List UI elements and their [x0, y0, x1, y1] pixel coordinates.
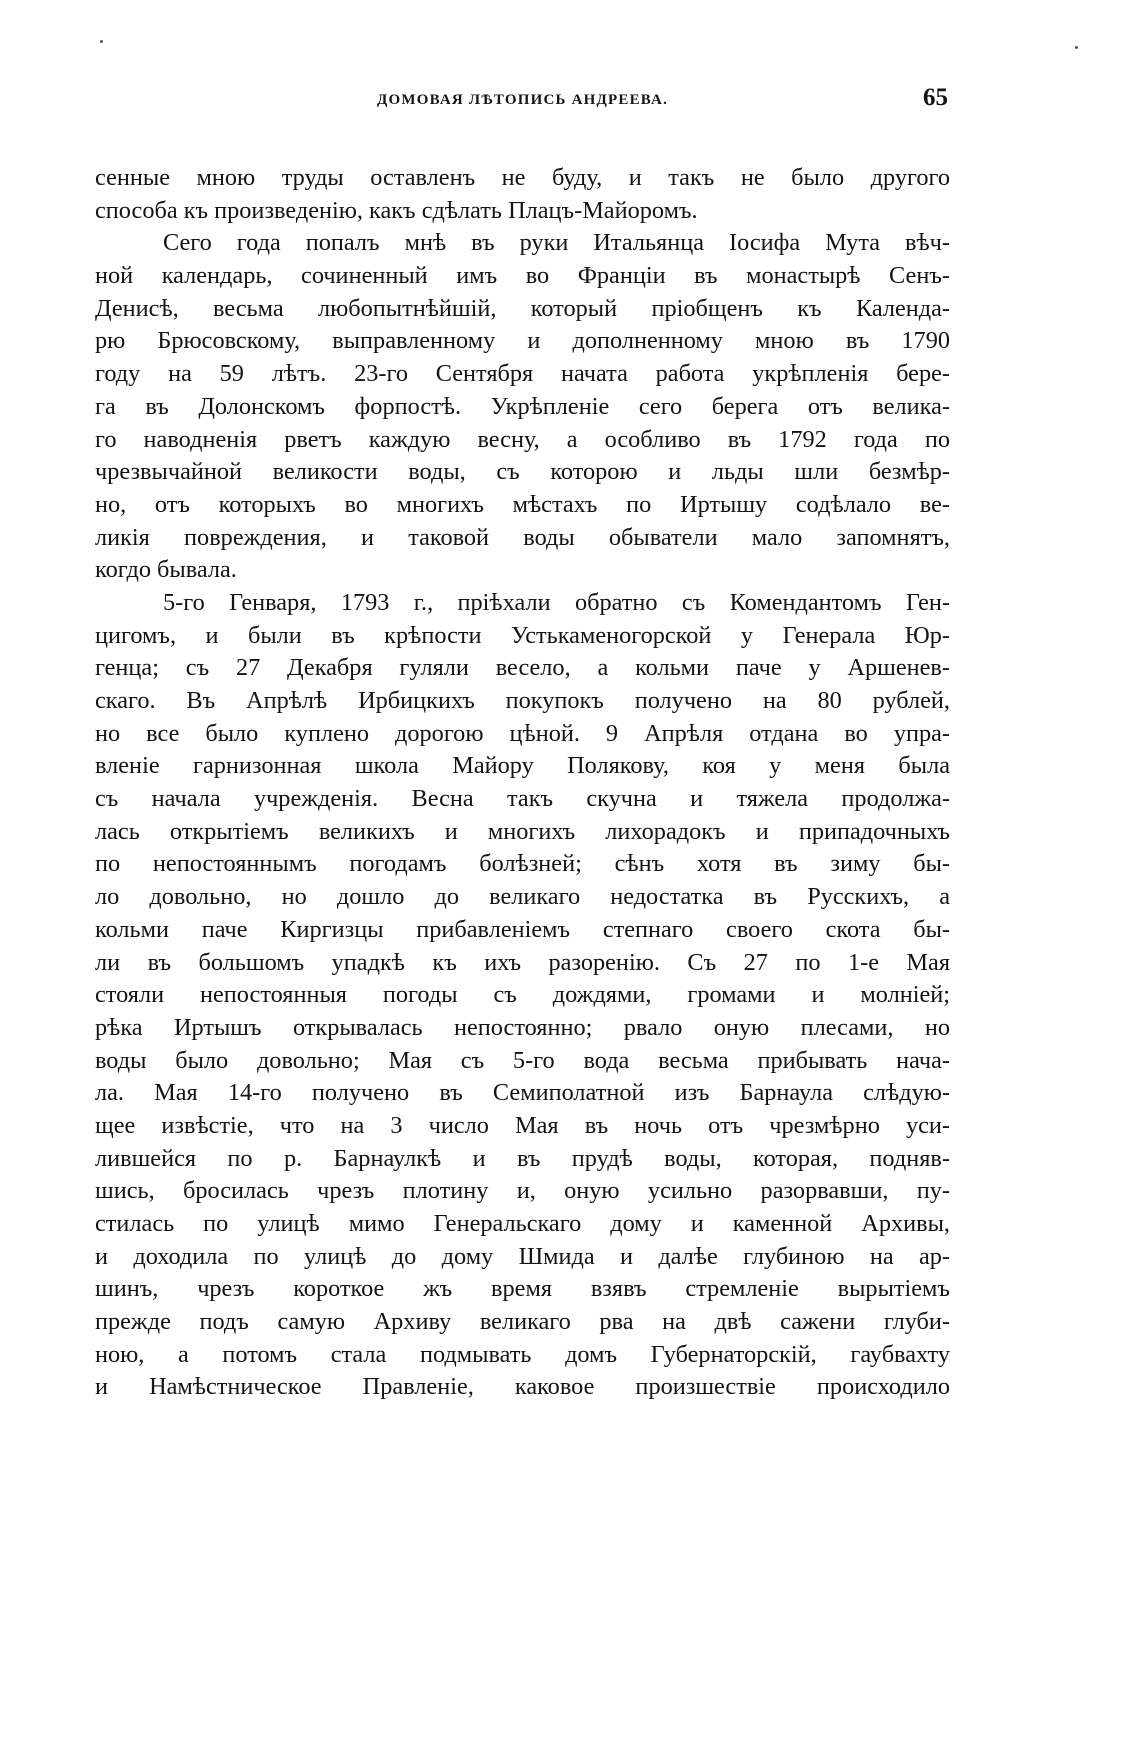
text-line: ною, а потомъ стала подмывать домъ Губернаторскій, гаубвахту — [95, 1340, 950, 1368]
text-line: но все было куплено дорогою цѣной. 9 Апрѣля отдана во упра- — [95, 719, 950, 747]
running-title: ДОМОВАЯ ЛѢТОПИСЬ АНДРЕЕВА. — [376, 92, 669, 108]
page-header — [95, 84, 950, 118]
text-line: Денисѣ, весьма любопытнѣйшій, который пріобщенъ къ Календа- — [95, 294, 950, 322]
text-line: шинъ, чрезъ короткое жъ время взявъ стремленіе вырытіемъ — [95, 1275, 950, 1303]
page-number: 65 — [923, 84, 948, 111]
text-line: съ начала учрежденія. Весна такъ скучна и тяжела продолжа- — [95, 785, 950, 813]
text-line: и доходила по улицѣ до дому Шмида и далѣе глубиною на ар- — [95, 1242, 950, 1270]
page-body-text — [95, 162, 950, 1404]
text-line: и Намѣстническое Правленіе, каковое произшествіе происходило — [95, 1373, 950, 1401]
text-line: ликія повреждения, и таковой воды обыватели мало запомнятъ, — [95, 523, 950, 551]
text-line: по непостояннымъ погодамъ болѣзней; сѣнъ хотя въ зиму бы- — [95, 850, 950, 878]
text-line: щее извѣстіе, что на 3 число Мая въ ночь отъ чрезмѣрно уси- — [95, 1111, 950, 1139]
text-line: генца; съ 27 Декабря гуляли весело, а кольми паче у Аршенев- — [95, 654, 950, 682]
text-line: ла. Мая 14-го получено въ Семиполатной изъ Барнаула слѣдую- — [95, 1079, 950, 1107]
text-line: шись, бросилась чрезъ плотину и, оную усильно разорвавши, пу- — [95, 1177, 950, 1205]
text-line: рѣка Иртышъ открывалась непостоянно; рвало оную плесами, но — [95, 1013, 950, 1041]
text-line: Сего года попалъ мнѣ въ руки Итальянца Іосифа Мута вѣч- — [163, 229, 950, 257]
text-line: го наводненія рветъ каждую весну, а особливо въ 1792 года по — [95, 425, 950, 453]
text-line: цигомъ, и были въ крѣпости Устькаменогорской у Генерала Юр- — [95, 621, 950, 649]
text-line: ло довольно, но дошло до великаго недостатка въ Русскихъ, а — [95, 883, 950, 911]
text-line: рю Брюсовскому, выправленному и дополненному мною въ 1790 — [95, 327, 950, 355]
text-line: чрезвычайной великости воды, съ которою и льды шли безмѣр- — [95, 458, 950, 486]
text-line: году на 59 лѣтъ. 23-го Сентября начата работа укрѣпленія бере- — [95, 360, 950, 388]
text-line: кольми паче Киргизцы прибавленіемъ степнаго своего скота бы- — [95, 915, 950, 943]
text-line: сенные мною труды оставленъ не буду, и такъ не было другого — [95, 164, 950, 191]
text-line: воды было довольно; Мая съ 5-го вода весьма прибывать нача- — [95, 1046, 950, 1074]
text-line: скаго. Въ Апрѣлѣ Ирбицкихъ покупокъ получено на 80 рублей, — [95, 687, 950, 714]
text-line: когдо бывала. — [95, 556, 237, 584]
text-line: но, отъ которыхъ во многихъ мѣстахъ по Иртышу содѣлало ве- — [95, 490, 950, 518]
paper-speck — [100, 40, 103, 43]
text-line: способа къ произведенію, какъ сдѣлать Плацъ-Майоромъ. — [95, 196, 698, 224]
text-line: прежде подъ самую Архиву великаго рва на двѣ сажени глуби- — [95, 1308, 950, 1336]
text-line: лившейся по р. Барнаулкѣ и въ прудѣ воды, которая, подняв- — [95, 1144, 950, 1172]
text-line: вленіе гарнизонная школа Майору Полякову, коя у меня была — [95, 752, 950, 780]
text-line: стилась по улицѣ мимо Генеральскаго дому и каменной Архивы, — [95, 1210, 950, 1237]
text-line: лась открытіемъ великихъ и многихъ лихорадокъ и припадочныхъ — [95, 817, 950, 845]
text-line: стояли непостоянныя погоды съ дождями, громами и молніей; — [95, 981, 950, 1009]
paper-speck — [1075, 46, 1078, 49]
text-line: 5-го Генваря, 1793 г., пріѣхали обратно съ Комендантомъ Ген- — [163, 588, 950, 616]
text-line: ной календарь, сочиненный имъ во Франціи въ монастырѣ Сенъ- — [95, 262, 950, 290]
text-line: га въ Долонскомъ форпостѣ. Укрѣпленіе сего берега отъ велика- — [95, 392, 950, 420]
text-line: ли въ большомъ упадкѣ къ ихъ разоренію. Съ 27 по 1-е Мая — [95, 948, 950, 976]
